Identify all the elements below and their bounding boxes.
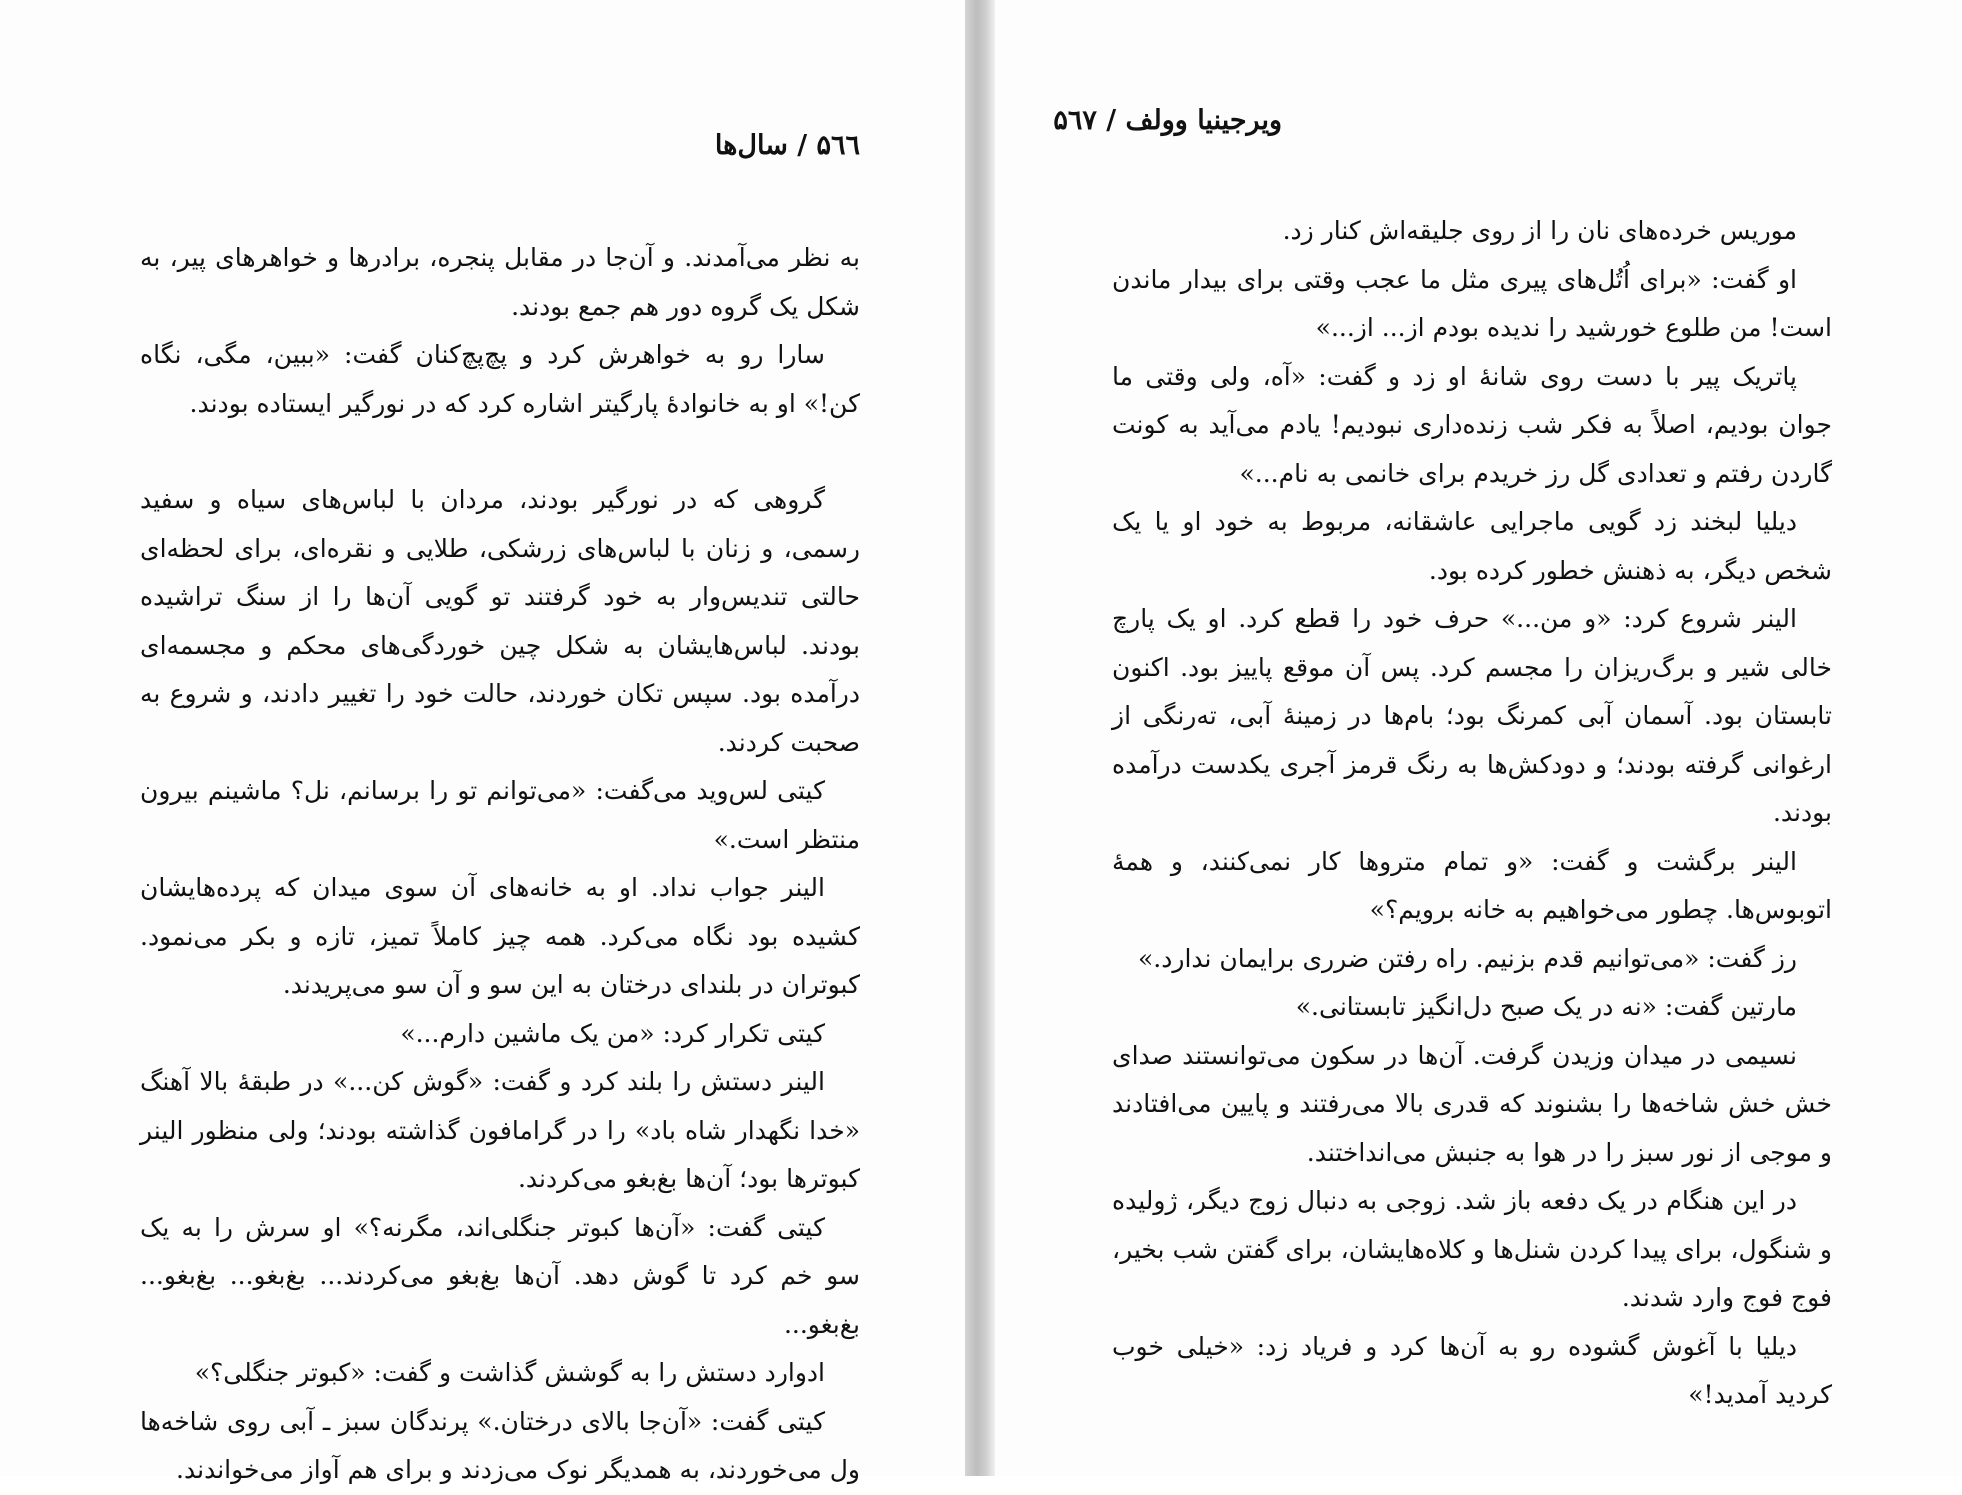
paragraph: دیلیا با آغوش گشوده رو به آن‌ها کرد و فریاد زد: «خیلی خوب کردید آمدید!» xyxy=(1112,1331,1832,1409)
left-page xyxy=(0,0,965,1484)
paragraph: سارا رو به خواهرش کرد و پچ‌پچ‌کنان گفت: «ببین، مگی، نگاه کن!» او به خانوادهٔ پارگیتر اشاره کرد که در نورگیر ایستاده بودند. xyxy=(140,340,860,418)
paragraph: مارتین گفت: «نه در یک صبح دل‌انگیز تابستانی.» xyxy=(1295,992,1797,1021)
paragraph: در این هنگام در یک دفعه باز شد. زوجی به دنبال زوج دیگر، ژولیده و شنگول، برای پیدا کردن شنل‌ها و کلاه‌هایشان، برای گفتن شب بخیر، فوج فوج وارد شدند. xyxy=(1112,1186,1832,1312)
paragraph: دیلیا لبخند زد گویی ماجرایی عاشقانه، مربوط به خود او یا یک شخص دیگر، به ذهنش خطور کرده بود. xyxy=(1112,507,1832,585)
paragraph: موریس خرده‌های نان را از روی جلیقه‌اش کنار زد. xyxy=(1282,216,1797,245)
book-gutter xyxy=(965,0,995,1476)
page-header-right: ویرجینیا وولف / ۵٦٧ xyxy=(1053,105,1282,136)
paragraph: کیتی گفت: «آن‌ها کبوتر جنگلی‌اند، مگرنه؟» او سرش را به یک سو خم کرد تا گوش دهد. آن‌ها بغ‌بغو می‌کردند... بغ‌بغو... بغ‌بغو... بغ‌بغو... xyxy=(140,1212,860,1339)
paragraph: کیتی گفت: «آن‌جا بالای درختان.» پرندگان سبز ـ آبی روی شاخه‌ها ول می‌خوردند، به همدیگر نوک می‌زدند و برای هم آواز می‌خواندند. xyxy=(140,1406,860,1484)
paragraph: الینر دستش را بلند کرد و گفت: «گوش کن...» در طبقهٔ بالا آهنگ «خدا نگهدار شاه باد» را در گرامافون گذاشته بودند؛ ولی منظور الینر کبوترها بود؛ آن‌ها بغ‌بغو می‌کردند. xyxy=(140,1067,860,1193)
paragraph: به نظر می‌آمدند. و آن‌جا در مقابل پنجره، برادرها و خواهرهای پیر، به شکل یک گروه دور هم جمع بودند. xyxy=(140,243,860,321)
paragraph: الینر شروع کرد: «و من...» حرف خود را قطع کرد. او یک پارچ خالی شیر و برگ‌ریزان را مجسم کرد. پس آن موقع پاییز بود. اکنون تابستان بود. آسمان آبی کمرنگ بود؛ بام‌ها در زمینهٔ آبی، ته‌رنگی از ارغوانی گرفته بودند؛ و دودکش‌ها به رنگ قرمز آجری یکدست درآمده بودند. xyxy=(1112,604,1832,827)
left-page-body xyxy=(140,234,860,1495)
paragraph: ادوارد دستش را به گوشش گذاشت و گفت: «کبوتر جنگلی؟» xyxy=(194,1358,825,1387)
paragraph: الینر برگشت و گفت: «و تمام متروها کار نمی‌کنند، و همهٔ اتوبوس‌ها. چطور می‌خواهیم به خانه برویم؟» xyxy=(1112,846,1832,924)
paragraph: او گفت: «برای اُتُل‌های پیری مثل ما عجب وقتی برای بیدار ماندن است! من طلوع خورشید را ندیده بودم از... از...» xyxy=(1112,264,1832,342)
paragraph: گروهی که در نورگیر بودند، مردان با لباس‌های سیاه و سفید رسمی، و زنان با لباس‌های زرشکی، طلایی و نقره‌ای، برای لحظه‌ای حالتی تندیس‌وار به خود گرفتند تو گویی آن‌ها را از سنگ تراشیده بودند. لباس‌هایشان به شکل چین خوردگی‌های محکم و مجسمه‌ای درآمده بود. سپس تکان خوردند، حالت خود را تغییر دادند، و شروع به صحبت کردند. xyxy=(140,485,860,757)
paragraph: پاتریک پیر با دست روی شانهٔ او زد و گفت: «آه، ولی وقتی ما جوان بودیم، اصلاً به فکر شب زنده‌داری نبودیم! یادم می‌آید به کونت گاردن رفتم و تعدادی گل رز خریدم برای خانمی به نام...» xyxy=(1112,361,1832,488)
page-header-left: ۵٦٦ / سال‌ها xyxy=(714,130,860,161)
paragraph: کیتی تکرار کرد: «من یک ماشین دارم...» xyxy=(400,1018,825,1048)
paragraph: کیتی لس‌وید می‌گفت: «می‌توانم تو را برسانم، نل؟ ماشینم بیرون منتظر است.» xyxy=(140,776,860,854)
paragraph: الینر جواب نداد. او به خانه‌های آن سوی میدان که پرده‌هایشان کشیده بود نگاه می‌کرد. همه چیز کاملاً تمیز، تازه و بکر می‌نمود. کبوتران در بلندای درختان به این سو و آن سو می‌پریدند. xyxy=(140,873,860,999)
right-page xyxy=(995,0,1962,1476)
section-break xyxy=(140,428,860,476)
right-page-body xyxy=(1112,207,1832,1420)
paragraph: نسیمی در میدان وزیدن گرفت. آن‌ها در سکون می‌توانستند صدای خش خش شاخه‌ها را بشنوند که قدری بالا می‌رفتند و پایین می‌افتادند و موجی از نور سبز را در هوا به جنبش می‌انداختند. xyxy=(1112,1040,1832,1167)
paragraph: رز گفت: «می‌توانیم قدم بزنیم. راه رفتن ضرری برایمان ندارد.» xyxy=(1138,943,1797,973)
